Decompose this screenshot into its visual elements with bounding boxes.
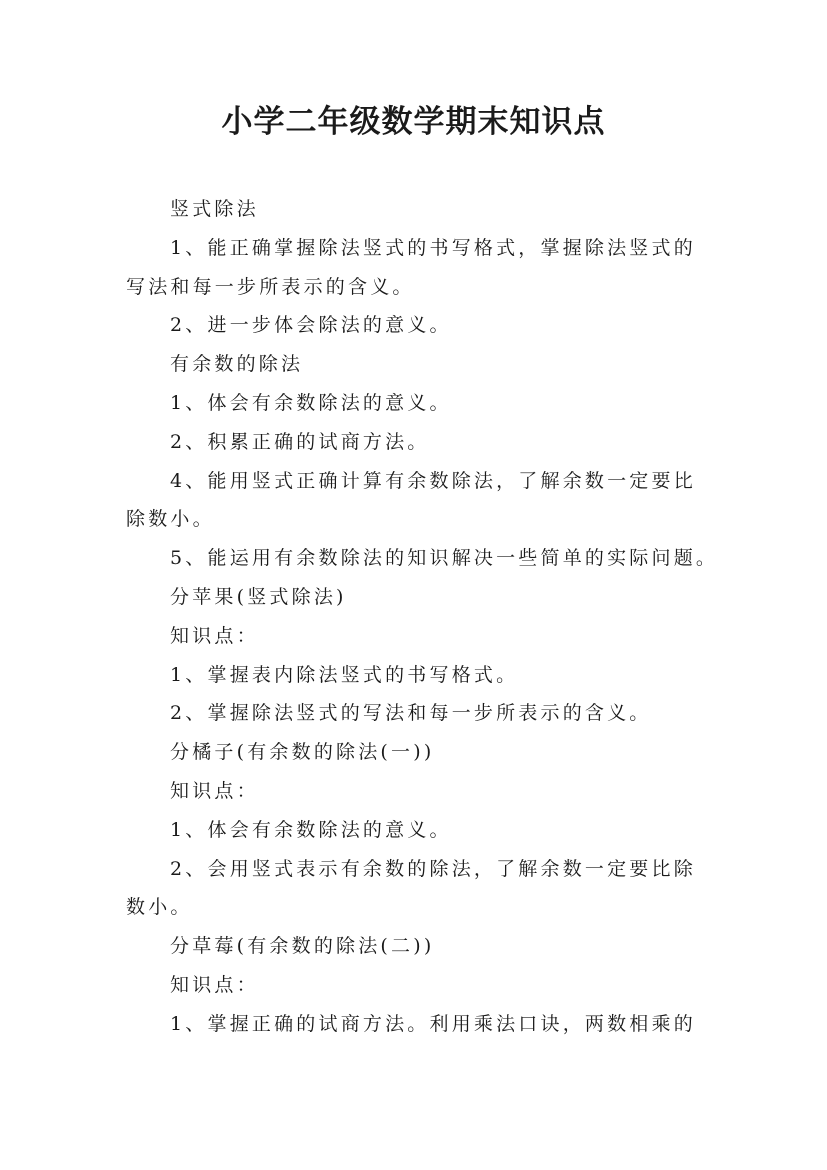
paragraph-line: 2、会用竖式表示有余数的除法，了解余数一定要比除 [170,857,696,880]
paragraph-line: 1、掌握正确的试商方法。利用乘法口诀，两数相乘的 [170,1012,696,1035]
paragraph-line: 除数小。 [126,508,215,531]
paragraph-line: 2、进一步体会除法的意义。 [170,314,452,337]
paragraph-line: 1、能正确掌握除法竖式的书写格式，掌握除法竖式的 [170,236,696,259]
knowledge-points-label: 知识点： [170,624,259,647]
paragraph-line: 写法和每一步所表示的含义。 [126,275,415,298]
paragraph-line: 5、能运用有余数除法的知识解决一些简单的实际问题。 [170,547,719,570]
paragraph-line: 1、体会有余数除法的意义。 [170,818,452,841]
paragraph-line: 1、体会有余数除法的意义。 [170,391,452,414]
knowledge-points-label: 知识点： [170,973,259,996]
section-heading-strawberries: 分草莓(有余数的除法(二)) [170,935,435,958]
document-body [126,190,726,1044]
section-heading-division-with-remainder: 有余数的除法 [170,353,304,376]
section-heading-apples: 分苹果(竖式除法) [170,585,347,608]
document-title: 小学二年级数学期末知识点 [221,104,606,140]
section-heading-oranges: 分橘子(有余数的除法(一)) [170,741,435,764]
paragraph-line: 2、掌握除法竖式的写法和每一步所表示的含义。 [170,702,652,725]
section-heading-vertical-division: 竖式除法 [170,198,259,220]
paragraph-line: 4、能用竖式正确计算有余数除法，了解余数一定要比 [170,469,696,492]
paragraph-line: 2、积累正确的试商方法。 [170,430,430,453]
paragraph-line: 数小。 [126,896,193,919]
paragraph-line: 1、掌握表内除法竖式的书写格式。 [170,663,519,686]
knowledge-points-label: 知识点： [170,779,259,802]
